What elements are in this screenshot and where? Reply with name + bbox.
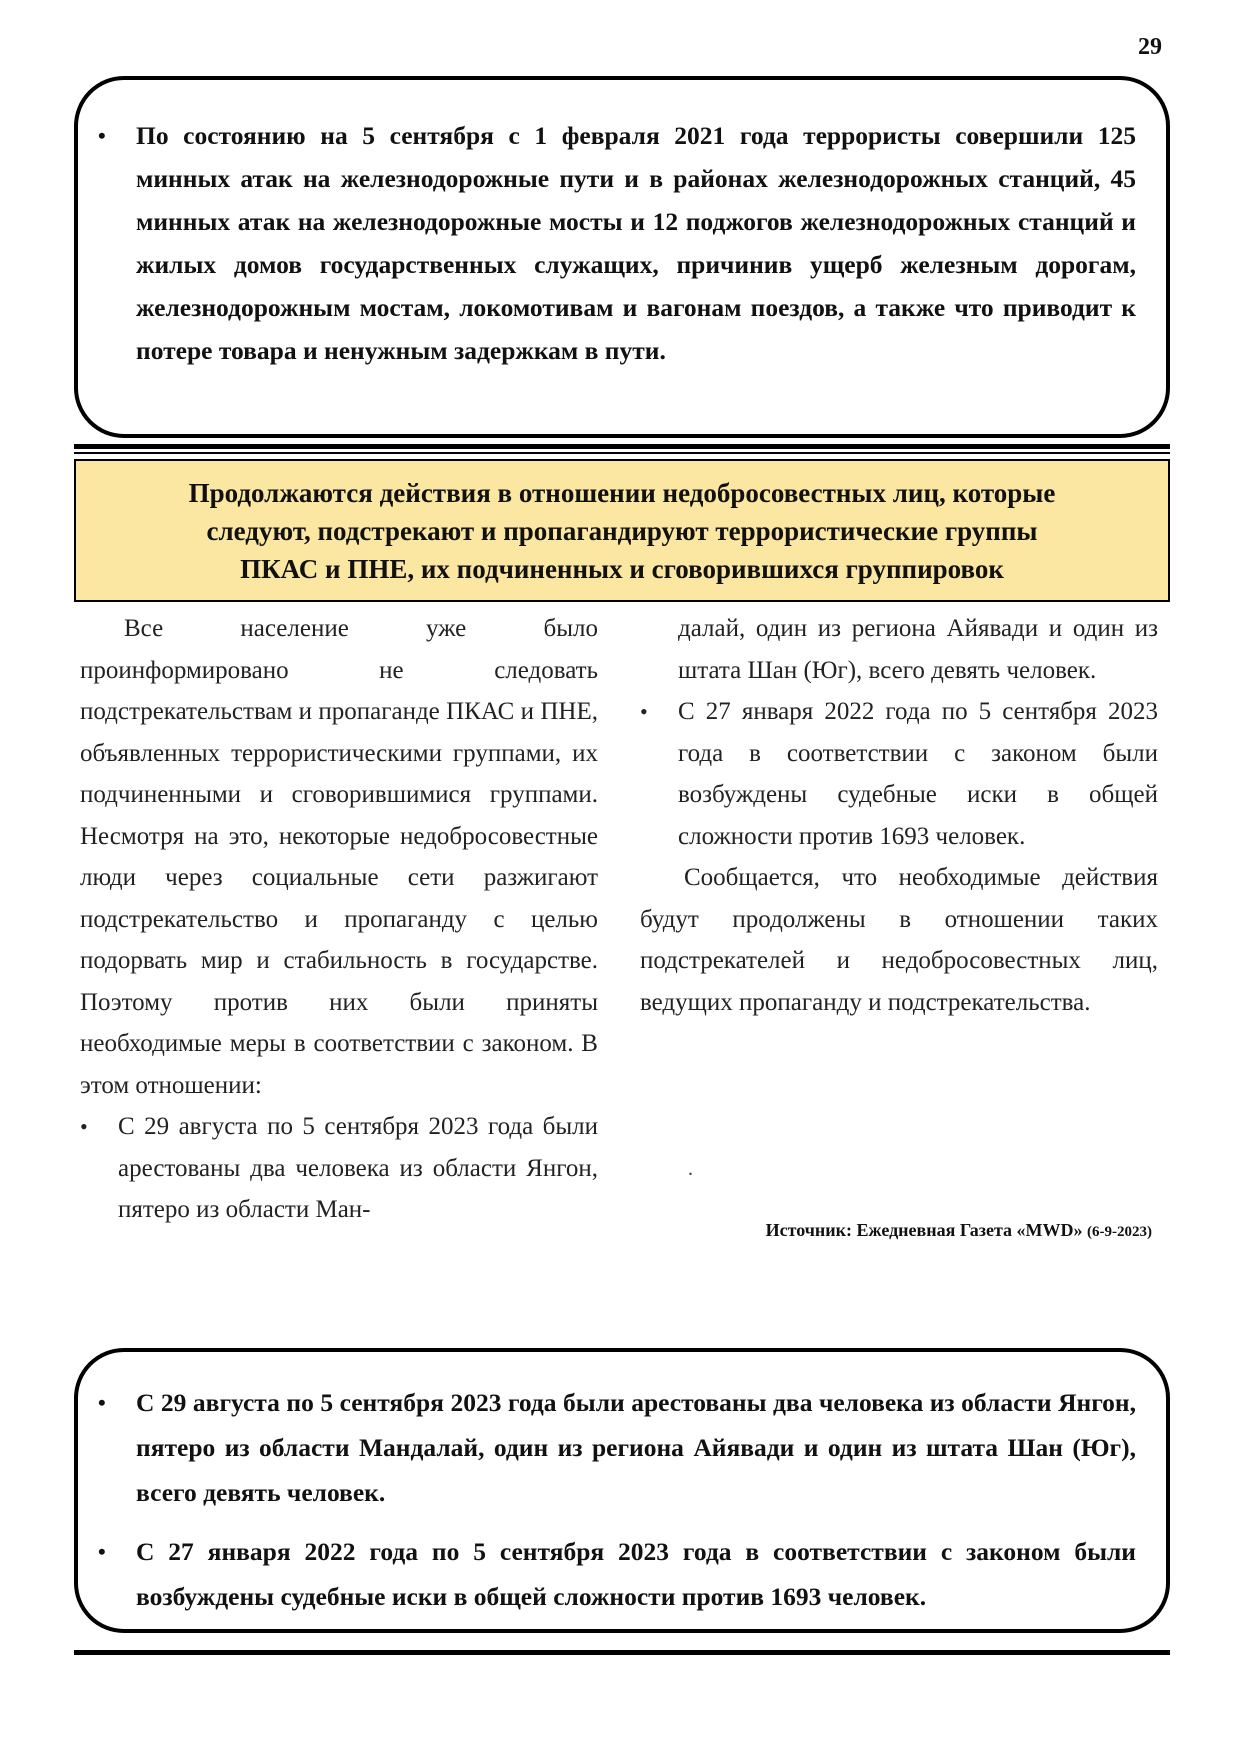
body-paragraph: Все население уже было проинформировано не следовать подстрекательствам и пропаганде ПКАС и ПНЕ, объявленных террористическими группами, их подчиненными и сговорившимися группами. Несмотря на это, некоторые недобросовестные люди через социальные сети разжигают подстрекательство и пропаганду с целью подорвать мир и стабильность в государстве. Поэтому против них были приняты необходимые меры в соответствии с законом. В этом отношении: bbox=[80, 615, 598, 1099]
bullet-list bbox=[80, 1106, 598, 1231]
bottom-bullet-list bbox=[136, 1380, 1136, 1619]
heading-line: Продолжаются действия в отношении недобросовестных лиц, которые bbox=[188, 478, 1056, 508]
divider bbox=[74, 1650, 1170, 1655]
source-label: Источник: Ежедневная Газета «MWD» bbox=[765, 1220, 1083, 1240]
bottom-highlight-box bbox=[74, 1348, 1170, 1633]
body-paragraph: Сообщается, что необходимые действия будут продолжены в отношении таких подстрекателей и недобросовестных лиц, ведущих пропаганду и подстрекательства. bbox=[640, 864, 1158, 1016]
stray-dot: . bbox=[688, 1158, 693, 1180]
top-bullet-list bbox=[136, 114, 1136, 372]
heading-line: следуют, подстрекают и пропагандируют террористические группы bbox=[206, 516, 1038, 546]
divider bbox=[74, 452, 1170, 454]
list-item: • С 27 января 2022 года по 5 сентября 2023 года в соответствии с законом были возбуждены судебные иски в общей сложности против 1693 человек. bbox=[136, 1529, 1136, 1619]
divider bbox=[74, 444, 1170, 449]
continued-text: далай, один из региона Айявади и один из штата Шан (Юг), всего девять человек. bbox=[678, 615, 1158, 684]
top-highlight-box bbox=[74, 76, 1170, 438]
list-item: • С 27 января 2022 года по 5 сентября 2023 года в соответствии с законом были возбуждены судебные иски в общей сложности против 1693 человек. bbox=[640, 691, 1158, 857]
heading-line: ПКАС и ПНЕ, их подчиненных и сговорившихся группировок bbox=[240, 554, 1004, 584]
source-date: (6-9-2023) bbox=[1087, 1224, 1152, 1240]
left-column bbox=[80, 608, 598, 1231]
list-item: • По состоянию на 5 сентября с 1 февраля 2021 года террористы совершили 125 минных атак на железнодорожные пути и в районах железнодорожных станций, 45 минных атак на железнодорожные мосты и 12 поджогов железнодорожных станций и жилых домов государственных служащих, причинив ущерб железным дорогам, железнодорожным мостам, локомотивам и вагонам поездов, а также что приводит к потере товара и ненужным задержкам в пути. bbox=[136, 114, 1136, 372]
bullet-list bbox=[640, 691, 1158, 857]
source-citation bbox=[766, 1220, 1152, 1241]
page-number: 29 bbox=[1138, 34, 1162, 60]
list-item: • С 29 августа по 5 сентября 2023 года были арестованы два человека из области Янгон, пятеро из области Мандалай, один из региона Айявади и один из штата Шан (Юг), всего девять человек. bbox=[136, 1380, 1136, 1515]
right-column bbox=[640, 608, 1158, 1023]
section-heading bbox=[74, 459, 1170, 602]
list-item: • С 29 августа по 5 сентября 2023 года были арестованы два человека из области Янгон, пятеро из области Ман- bbox=[80, 1106, 598, 1231]
